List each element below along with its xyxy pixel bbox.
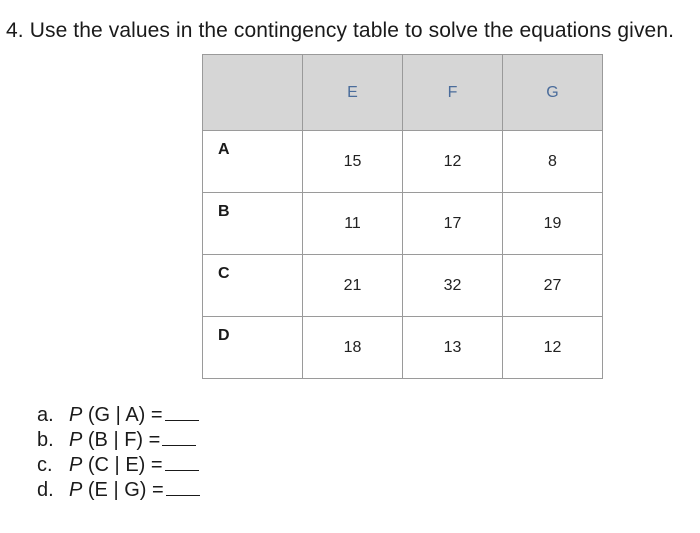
answer-blank[interactable] bbox=[165, 402, 199, 421]
table-cell: 12 bbox=[403, 131, 503, 193]
question-number: 4. bbox=[6, 19, 24, 42]
table-header-row bbox=[203, 55, 603, 131]
table-cell: 19 bbox=[503, 193, 603, 255]
column-header-g: G bbox=[503, 55, 603, 131]
column-header-f: F bbox=[403, 55, 503, 131]
row-header-a: A bbox=[203, 131, 303, 193]
answer-expression: (E | G) = bbox=[82, 479, 164, 501]
answer-letter: b. bbox=[37, 429, 54, 451]
row-header-b: B bbox=[203, 193, 303, 255]
answer-blank[interactable] bbox=[165, 452, 199, 471]
question-prompt: Use the values in the contingency table to solve the equations given. bbox=[29, 19, 675, 42]
probability-symbol: P bbox=[69, 404, 83, 426]
table-row bbox=[203, 317, 603, 379]
answer-expression: (C | E) = bbox=[82, 454, 163, 476]
table-cell: 11 bbox=[303, 193, 403, 255]
row-header-c: C bbox=[203, 255, 303, 317]
answer-blank[interactable] bbox=[166, 477, 200, 496]
table-row bbox=[203, 255, 603, 317]
row-header-d: D bbox=[203, 317, 303, 379]
table-cell: 15 bbox=[303, 131, 403, 193]
answer-expression: (G | A) = bbox=[82, 404, 163, 426]
column-header-e: E bbox=[303, 55, 403, 131]
probability-symbol: P bbox=[69, 479, 83, 501]
table-cell: 21 bbox=[303, 255, 403, 317]
list-item bbox=[37, 477, 200, 502]
table-cell: 12 bbox=[503, 317, 603, 379]
list-item bbox=[37, 402, 200, 427]
probability-symbol: P bbox=[69, 454, 83, 476]
table-row bbox=[203, 193, 603, 255]
table-cell: 8 bbox=[503, 131, 603, 193]
table-row bbox=[203, 131, 603, 193]
answer-letter: a. bbox=[37, 404, 54, 426]
contingency-table bbox=[202, 54, 603, 379]
answer-letter: c. bbox=[37, 454, 53, 476]
answer-list bbox=[37, 402, 200, 502]
probability-symbol: P bbox=[69, 429, 83, 451]
table-corner-cell bbox=[203, 55, 303, 131]
answer-blank[interactable] bbox=[162, 427, 196, 446]
list-item bbox=[37, 452, 200, 477]
table-cell: 18 bbox=[303, 317, 403, 379]
list-item bbox=[37, 427, 200, 452]
question-text bbox=[6, 19, 674, 43]
answer-letter: d. bbox=[37, 479, 54, 501]
table-cell: 32 bbox=[403, 255, 503, 317]
table-cell: 13 bbox=[403, 317, 503, 379]
answer-expression: (B | F) = bbox=[82, 429, 161, 451]
table-cell: 17 bbox=[403, 193, 503, 255]
table-cell: 27 bbox=[503, 255, 603, 317]
